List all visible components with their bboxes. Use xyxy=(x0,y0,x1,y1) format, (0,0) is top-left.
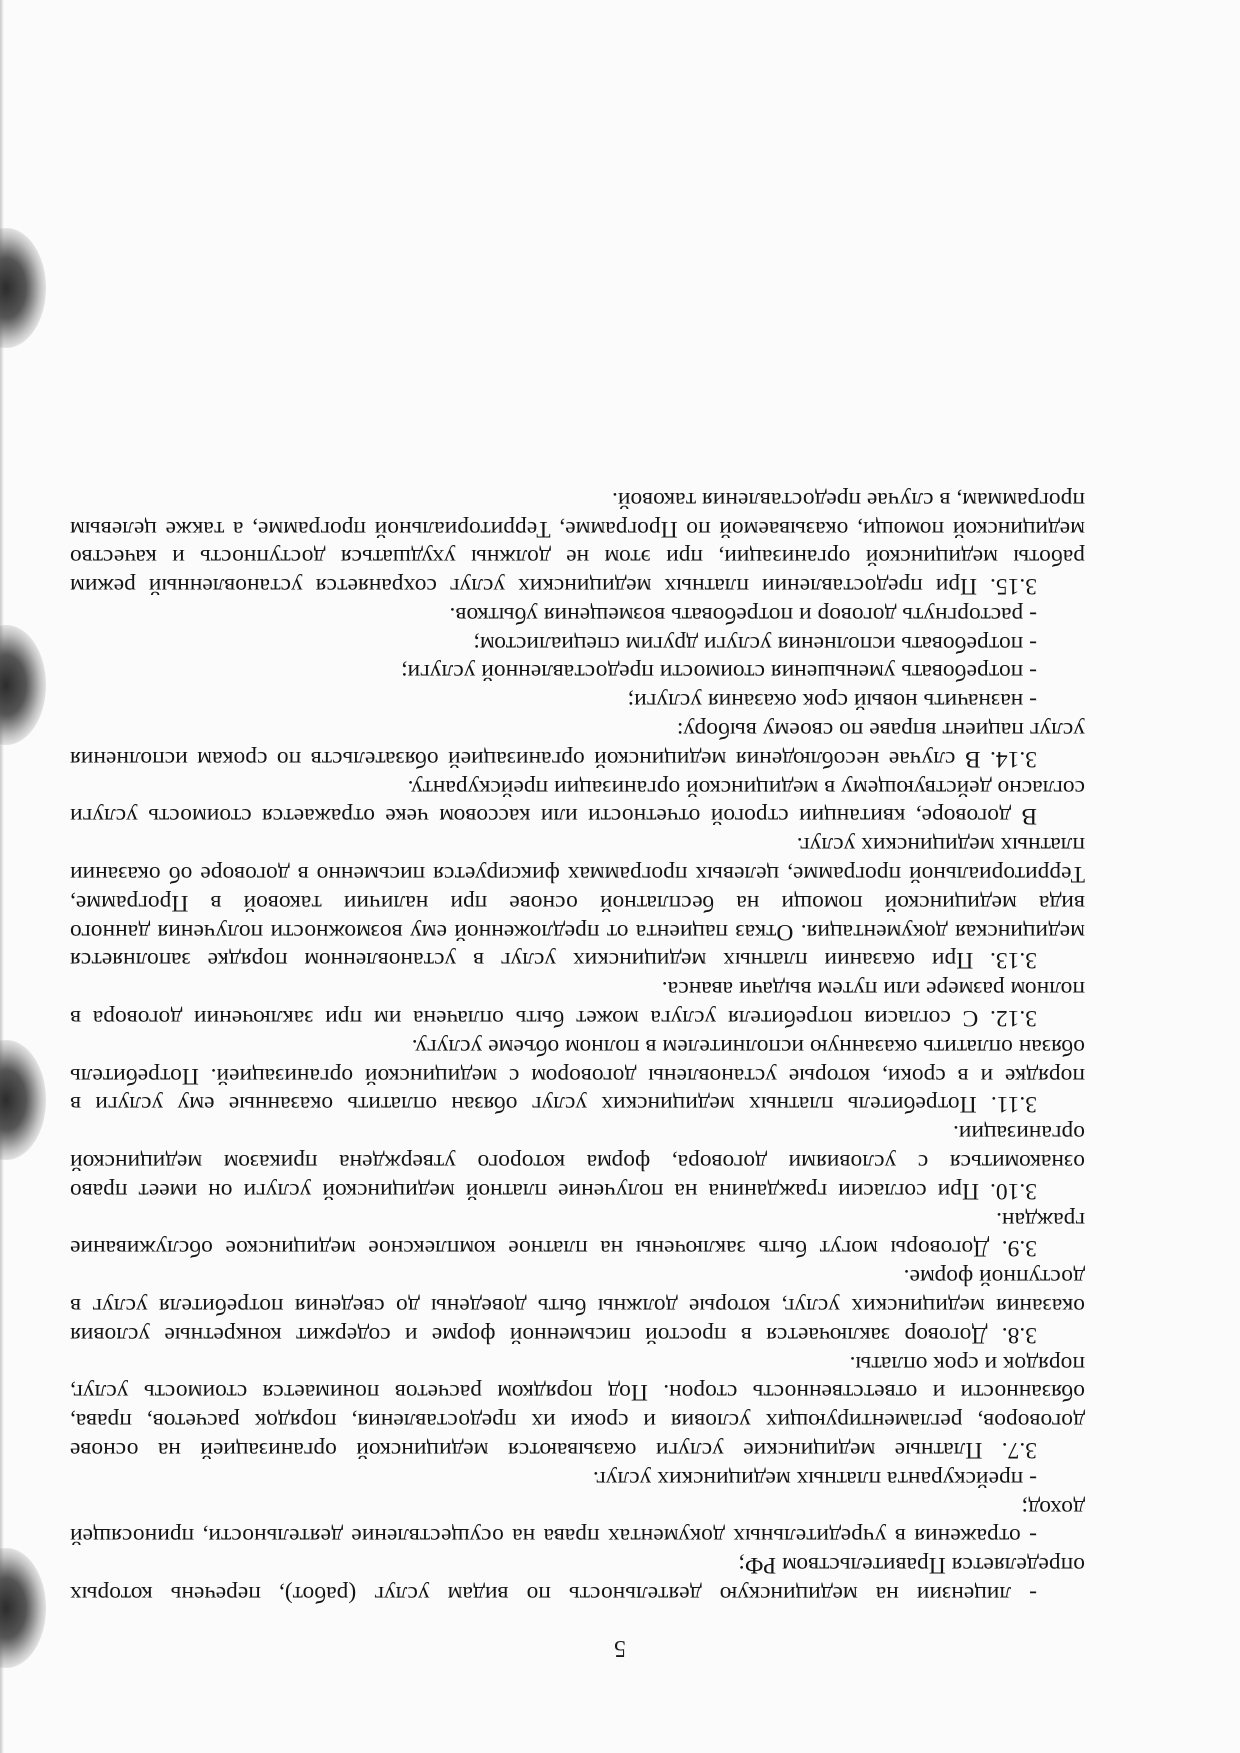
paragraph: - потребовать исполнения услуги другим специалистом; xyxy=(473,630,1037,657)
paragraph: 3.15. При предоставлении платных медицинских услуг сохраняется установленный режим работы медицинской организации, при этом не должны ухудшаться доступность и качество медицинской помощи, оказываемой по Программе, Территориальной программе, а также целевым программам, в случае предоставления таковой. xyxy=(70,486,1085,600)
paragraph: 3.14. В случае несоблюдения медицинской организацией обязательств по срокам исполнения услуг пациент вправе по своему выбору: xyxy=(70,717,1085,772)
paragraph: - потребовать уменьшения стоимости предоставленной услуги; xyxy=(401,659,1037,686)
document-body xyxy=(70,485,1085,1608)
paragraph: 3.9. Договоры могут быть заключены на платное комплексное медицинское обслуживание граждан. xyxy=(70,1206,1085,1262)
page-number: 5 xyxy=(614,1635,626,1661)
paragraph: В договоре, квитанции строгой отчетности или кассовом чеке отражается стоимость услуги согласно действующему в медицинской организации прейскуранту. xyxy=(70,774,1085,830)
paragraph: 3.12. С согласия потребителя услуга может быть оплачена им при заключении договора в полном размере или путем выдачи аванса. xyxy=(70,976,1085,1032)
paragraph: 3.8. Договор заключается в простой письменной форме и содержит конкретные условия оказания медицинских услуг, которые должны быть доведены до сведения потребителя услуг в доступной форме. xyxy=(70,1264,1085,1348)
paragraph: 3.7. Платные медицинские услуги оказываются медицинской организацией на основе договоров, регламентирующих условия и сроки их предоставления, порядок расчетов, права, обязанности и ответственность сторон. Под порядком расчетов понимается стоимость услуг, порядок и срок оплаты. xyxy=(70,1350,1085,1464)
paragraph: - лицензии на медицинскую деятельность по видам услуг (работ), перечень которых определяется Правительством РФ; xyxy=(70,1552,1085,1607)
paragraph: - расторгнуть договор и потребовать возмещения убытков. xyxy=(449,601,1037,628)
paragraph: 3.13. При оказании платных медицинских услуг в установленном порядке заполняется медицинская документация. Отказ пациента от предложенной ему возможности получения данного вида медицинской помощи на бесплатной основе при наличии таковой в Программе, Территориальной программе, целевых программах фиксируется письменно в договоре об оказании платных медицинских услуг. xyxy=(70,832,1085,974)
paragraph: 3.11. Потребитель платных медицинских услуг обязан оплатить оказанные ему услуги в порядке и в сроки, которые установлены договором с медицинской организацией. Потребитель обязан оплатить оказанную исполнителем в полном объеме услугу. xyxy=(70,1033,1085,1118)
paragraph: 3.10. При согласии гражданина на получение платной медицинской услуги он имеет право ознакомиться с условиями договора, форма которого утверждена приказом медицинской организации. xyxy=(70,1120,1085,1204)
paragraph: - прейскуранта платных медицинских услуг. xyxy=(592,1465,1037,1492)
paragraph: - назначить новый срок оказания услуги; xyxy=(627,688,1037,715)
paragraph: - отражения в учредительных документах права на осуществление деятельности, приносящей доход; xyxy=(70,1494,1085,1550)
